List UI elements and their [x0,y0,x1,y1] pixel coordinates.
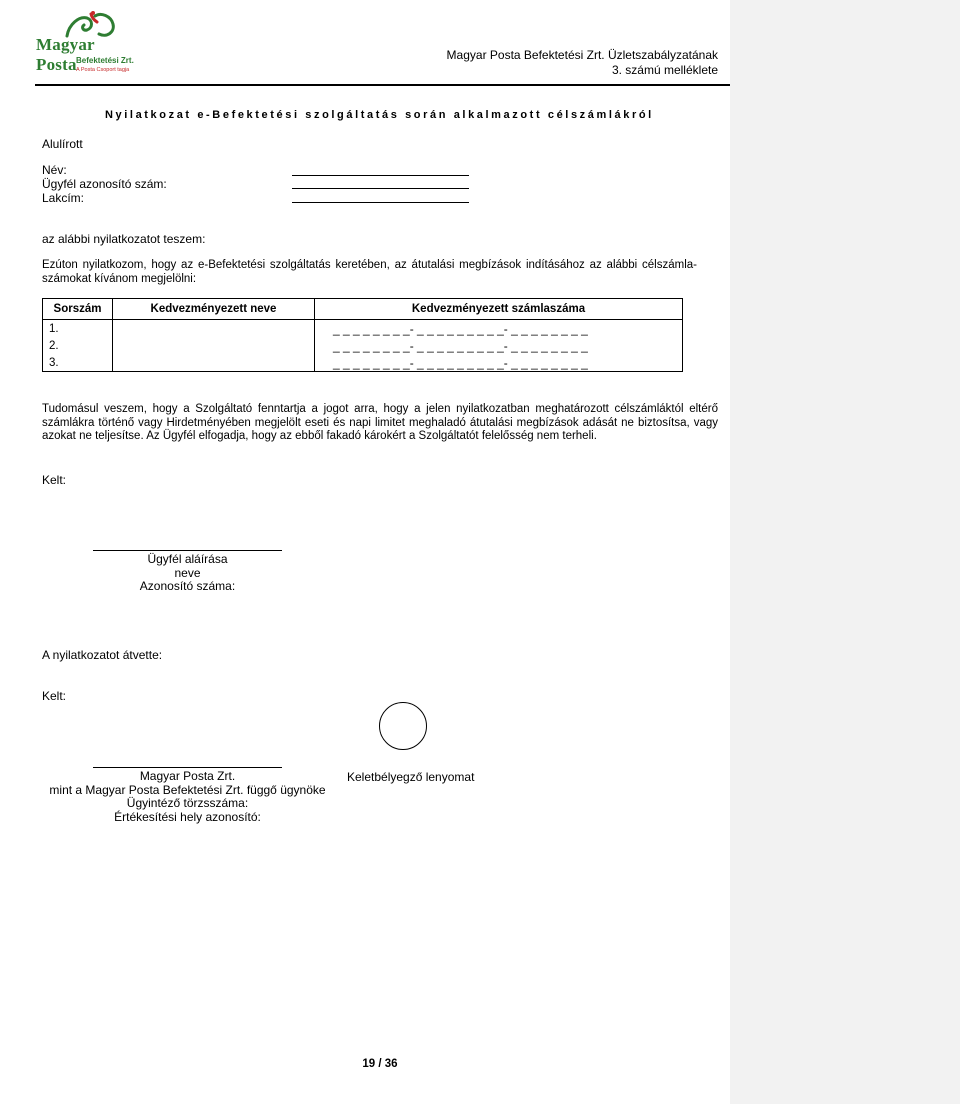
logo-brand-text: Magyar Posta [36,35,95,74]
client-id-field-line[interactable] [292,188,469,189]
row-number: 3. [43,354,113,372]
agent-role-label: mint a Magyar Posta Befektetési Zrt. függő ügynöke [49,782,326,797]
header-rule [35,84,731,86]
declarant-intro: Alulírott [42,137,83,151]
header-title-line-1: Magyar Posta Befektetési Zrt. Üzletszabályzatának [446,48,718,62]
table-header-row [43,299,683,320]
document-header-title [447,48,718,78]
form-title: Nyilatkozat e-Befektetési szolgáltatás során alkalmazott célszámlákról [105,109,654,121]
received-by-label: A nyilatkozatot átvette: [42,648,163,662]
logo-subtitle: Befektetési Zrt. [76,56,134,65]
table-row [43,354,683,372]
agent-company-label: Magyar Posta Zrt. [139,769,236,783]
client-id-label: Ügyfél azonosító szám: [42,177,167,191]
stamp-label: Keletbélyegző lenyomat [347,770,475,784]
row-number: 1. [43,320,113,338]
statement-intro: az alábbi nyilatkozatot teszem: [42,232,206,246]
magyar-posta-logo [35,10,135,76]
agent-staff-number-label: Ügyintéző törzsszáma: [126,796,249,810]
comment-margin-panel [730,0,960,1104]
client-id-number-label: Azonosító száma: [139,579,236,593]
header-sorszam: Sorszám [43,299,113,320]
target-accounts-table [42,298,683,372]
beneficiary-account-cell[interactable]: _ _ _ _ _ _ _ _- _ _ _ _ _ _ _ _ _- _ _ _ _ _ _ _ _ [315,320,683,338]
sales-point-id-label: Értékesítési hely azonosító: [114,809,261,824]
agent-signature-block [30,770,345,824]
name-label: Név: [42,163,67,177]
dated-label-2: Kelt: [42,689,67,703]
client-name-label: neve [174,565,201,580]
name-field-line[interactable] [292,175,469,176]
dated-label-1: Kelt: [42,473,67,487]
header-beneficiary-name: Kedvezményezett neve [113,299,315,320]
date-stamp-circle [379,702,427,750]
client-signature-label: Ügyfél aláírása [147,552,228,566]
header-title-line-2: 3. számú melléklete [611,63,718,77]
row-number: 2. [43,337,113,354]
table-row [43,337,683,354]
acknowledgement-text: Tudomásul veszem, hogy a Szolgáltató fenntartja a jogot arra, hogy a jelen nyilatkozatban meghatározott célszámláktól eltérő számlákra történő vagy Hirdetményében megjelölt eseti és napi limitet meghaladó átutalási megbízások adását ne biztosítsa, vagy azokat ne teljesítse. Az Ügyfél elfogadja, hogy az ebből fakadó károkért a Szolgáltatót felelősség nem terheli. [42,403,718,442]
statement-text: Ezúton nyilatkozom, hogy az e-Befektetési szolgáltatás keretében, az átutalási megbízások indításához az alábbi célszámla-számokat kívánom megjelölni: [42,259,697,285]
address-label: Lakcím: [42,191,85,205]
logo-tagline: A Posta Csoport tagja [76,67,130,73]
beneficiary-account-cell[interactable]: _ _ _ _ _ _ _ _- _ _ _ _ _ _ _ _ _- _ _ _ _ _ _ _ _ [315,354,683,372]
client-signature-line[interactable] [93,550,282,551]
address-field-line[interactable] [292,202,469,203]
beneficiary-name-cell[interactable] [113,320,315,338]
header-beneficiary-account: Kedvezményezett számlaszáma [315,299,683,320]
page-number: 19 / 36 [362,1058,398,1070]
client-signature-block [93,553,282,594]
beneficiary-account-cell[interactable]: _ _ _ _ _ _ _ _- _ _ _ _ _ _ _ _ _- _ _ _ _ _ _ _ _ [315,337,683,354]
beneficiary-name-cell[interactable] [113,337,315,354]
table-row [43,320,683,338]
beneficiary-name-cell[interactable] [113,354,315,372]
agent-signature-line[interactable] [93,767,282,768]
